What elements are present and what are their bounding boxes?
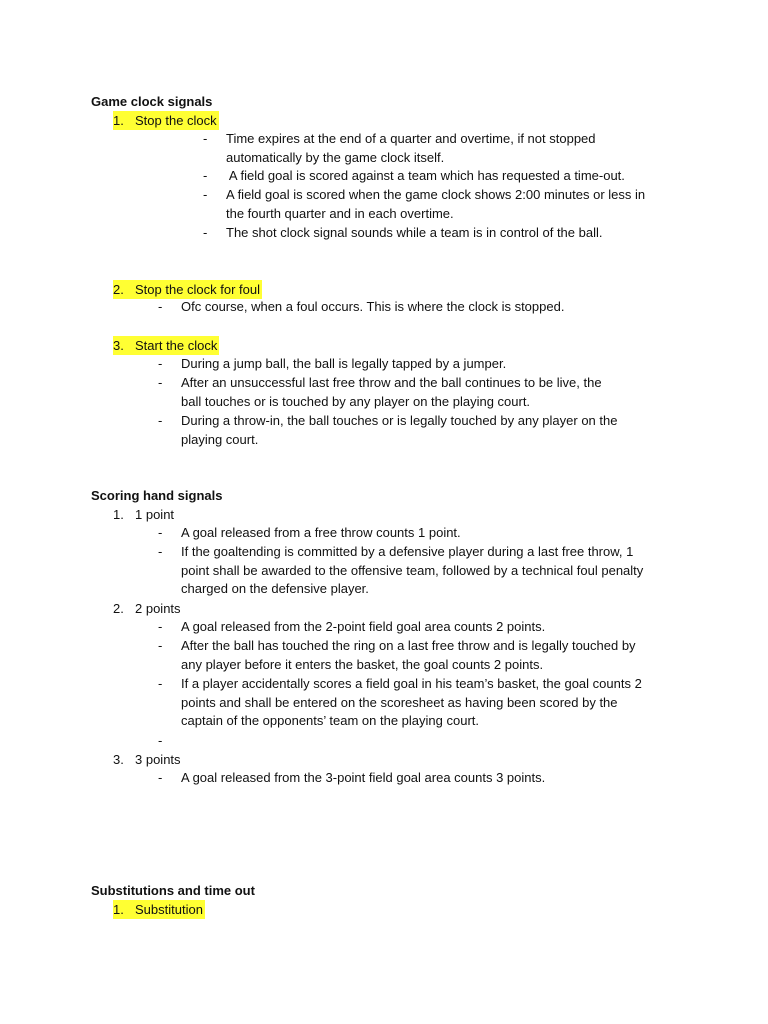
bullet-dash: - (203, 131, 208, 146)
bullet-text-line: If the goaltending is committed by a defensive player during a last free throw, 1 (181, 544, 634, 559)
list-number: 1. (113, 507, 124, 522)
section-heading-substitutions: Substitutions and time out (91, 883, 255, 898)
bullet-text-line: A goal released from the 3-point field goal area counts 3 points. (181, 770, 546, 785)
list-item-2-points (113, 599, 181, 618)
bullet-text-line: After an unsuccessful last free throw and the ball continues to be live, the (181, 375, 602, 390)
bullet-dash: - (203, 225, 208, 240)
bullet-item (158, 374, 698, 412)
bullet-text-line: the fourth quarter and in each overtime. (226, 205, 454, 221)
bullet-text-line: Ofc course, when a foul occurs. This is where the clock is stopped. (181, 299, 565, 314)
bullet-item (158, 412, 698, 450)
bullet-text-line: A field goal is scored against a team which has requested a time-out. (226, 168, 625, 183)
list-number: 1. (113, 113, 124, 128)
section-heading-game-clock: Game clock signals (91, 94, 213, 109)
section-heading-scoring: Scoring hand signals (91, 488, 223, 503)
bullet-text-line: playing court. (181, 431, 259, 447)
bullet-text-line: After the ball has touched the ring on a last free throw and is legally touched by (181, 638, 636, 653)
bullet-item (158, 298, 698, 317)
list-item-substitution (113, 900, 205, 919)
bullet-dash: - (203, 187, 208, 202)
list-label: 3 points (135, 752, 181, 767)
bullet-text-line: The shot clock signal sounds while a team is in control of the ball. (226, 225, 603, 240)
list-label: Substitution (135, 902, 203, 917)
bullet-text-line: If a player accidentally scores a field goal in his team’s basket, the goal counts 2 (181, 676, 642, 691)
bullet-item (203, 167, 683, 186)
bullet-text-line: charged on the defensive player. (181, 581, 369, 597)
bullet-item (203, 224, 683, 243)
list-number: 2. (113, 601, 124, 616)
bullet-text-line: point shall be awarded to the offensive team, followed by a technical foul penalty (181, 562, 644, 578)
bullet-text-line: points and shall be entered on the scoresheet as having been scored by the (181, 694, 618, 710)
bullet-item (158, 618, 698, 637)
bullet-dash: - (158, 638, 163, 653)
bullet-text-line: During a jump ball, the ball is legally tapped by a jumper. (181, 356, 507, 371)
bullet-dash: - (158, 356, 163, 371)
bullet-item (203, 186, 683, 224)
bullet-item-empty (158, 732, 698, 751)
bullet-dash: - (203, 168, 208, 183)
list-label: 1 point (135, 507, 175, 522)
list-number: 3. (113, 752, 124, 767)
list-item-stop-the-clock-for-foul (113, 280, 262, 299)
list-number: 3. (113, 338, 124, 353)
bullet-dash: - (158, 375, 163, 390)
bullet-dash: - (158, 733, 163, 748)
bullet-text-line: A field goal is scored when the game clock shows 2:00 minutes or less in (226, 187, 646, 202)
bullet-dash: - (158, 413, 163, 428)
bullet-dash: - (158, 676, 163, 691)
list-label: 2 points (135, 601, 181, 616)
bullet-item (203, 130, 683, 168)
list-number: 1. (113, 902, 124, 917)
bullet-item (158, 524, 698, 543)
bullet-dash: - (158, 299, 163, 314)
list-label: Stop the clock (135, 113, 217, 128)
bullet-text-line: A goal released from the 2-point field goal area counts 2 points. (181, 619, 546, 634)
list-item-start-the-clock (113, 336, 219, 355)
bullet-dash: - (158, 770, 163, 785)
list-item-stop-the-clock (113, 111, 219, 130)
list-item-1-point (113, 505, 174, 524)
list-item-3-points (113, 750, 181, 769)
bullet-item (158, 543, 698, 600)
bullet-text-line: Time expires at the end of a quarter and overtime, if not stopped (226, 131, 596, 146)
bullet-text-line: A goal released from a free throw counts 1 point. (181, 525, 461, 540)
bullet-item (158, 769, 698, 788)
list-number: 2. (113, 282, 124, 297)
bullet-dash: - (158, 525, 163, 540)
bullet-item (158, 355, 698, 374)
bullet-text-line: captain of the opponents’ team on the playing court. (181, 713, 479, 729)
list-label: Stop the clock for foul (135, 282, 261, 297)
bullet-dash: - (158, 544, 163, 559)
bullet-text-line: any player before it enters the basket, the goal counts 2 points. (181, 656, 544, 672)
bullet-dash: - (158, 619, 163, 634)
bullet-item (158, 637, 698, 675)
bullet-text-line: During a throw-in, the ball touches or is legally touched by any player on the (181, 413, 618, 428)
bullet-text-line: ball touches or is touched by any player on the playing court. (181, 393, 531, 409)
list-label: Start the clock (135, 338, 218, 353)
bullet-text-line: automatically by the game clock itself. (226, 149, 445, 165)
bullet-item (158, 675, 698, 732)
